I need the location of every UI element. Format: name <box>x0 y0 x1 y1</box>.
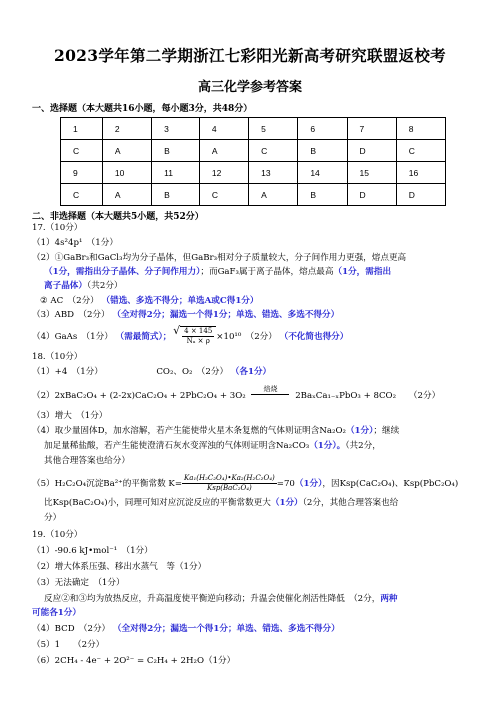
q17-part3-answer: （3）ABD （2分） <box>32 310 110 320</box>
q18-part4-line2 <box>44 440 484 453</box>
q17-sub2-note: （错选、多选不得分；单选A或C得1分） <box>101 296 259 306</box>
answer-table-cell: 16 <box>396 162 445 184</box>
answer-table-cell: C <box>396 140 445 162</box>
answer-table-cell: C <box>249 140 298 162</box>
q19-part4-answer: （4）BCD （2分） <box>32 624 111 634</box>
q19-part4 <box>32 623 472 636</box>
answer-table-cell: 11 <box>152 162 200 184</box>
answer-table-cell: 7 <box>347 118 396 140</box>
answer-table-cell: D <box>347 140 396 162</box>
q18-part4-point2: （1分）。 <box>309 441 346 451</box>
q17-part1: （1）4s²4p¹ （1分） <box>32 238 118 248</box>
reaction-condition: 焙烧 <box>263 385 278 393</box>
answer-table-cell: B <box>152 184 200 206</box>
q18-part5-total: （2分，其他合理答案也给 <box>302 498 399 508</box>
answer-table-cell: B <box>298 184 347 206</box>
q18-part4-total: （共2分， <box>345 441 381 451</box>
q17-points: （共2分） <box>86 281 123 291</box>
section-choice-heading: 一、选择题（本大题共16小题，每小题3分，共48分） <box>32 104 253 114</box>
answer-table-cell: 9 <box>61 162 103 184</box>
answer-table-cell: 4 <box>199 118 248 140</box>
answer-table-cell: B <box>298 140 347 162</box>
sqrt-expression <box>180 326 216 346</box>
q18-part5-text2: 比Ksp(BaC₂O₄)小，同理可知对应沉淀反应的平衡常数更大 <box>44 498 271 508</box>
fraction-numerator: √ 4 × 145 <box>184 327 213 335</box>
q17-part4-note2: （不化简也得分） <box>279 332 349 342</box>
q18-part4-point: （1分） <box>345 426 374 436</box>
q17-part2-line2 <box>44 266 484 279</box>
q18-part5-cont: ，因Ksp(CaC₂O₄)、Ksp(PbC₂O₄) <box>322 479 459 489</box>
answer-table-row <box>61 162 446 184</box>
q17-part2-sub2 <box>40 295 480 308</box>
answer-table-cell: 10 <box>102 162 151 184</box>
equation-reactants: （2）2xBaC₂O₄ + (2-2x)CaC₂O₄ + 2PbC₂O₄ + 3O₂ <box>32 391 246 401</box>
q18-part5-point2: （1分） <box>270 498 303 508</box>
answer-table-cell: 2 <box>102 118 151 140</box>
answer-table-cell: 8 <box>396 118 445 140</box>
q18-part5-point: （1分） <box>294 479 323 489</box>
q17-part2-line1: （2）①GaBr₃和GaCl₃均为分子晶体，但GaBr₃相对分子质量较大，分子间作用力更强，熔点更高 <box>32 253 407 263</box>
q18-part5-value: =70 <box>276 479 295 489</box>
answer-table-cell: C <box>61 140 103 162</box>
q19-part3-note2: 可能各1分） <box>32 608 81 618</box>
answer-table-cell: C <box>199 184 248 206</box>
q18-part1-note: （各1分） <box>230 367 272 377</box>
q19-part5: （5）1 （2分） <box>32 640 105 650</box>
q17-part4-answer: （4）GaAs （1分） <box>32 332 113 342</box>
answer-table-cell: C <box>61 184 103 206</box>
answer-table-cell: A <box>199 140 248 162</box>
q17-scoring-note: （1分，需指出分子晶体、分子间作用力） <box>44 267 201 277</box>
fraction-numerator: Ka₁(H₂C₂O₄)•Ka₂(H₂C₂O₄) <box>184 474 275 482</box>
q19-part3-text: 反应②和③均为放热反应，升高温度使平衡逆向移动；升温会使催化剂活性降低 （2分， <box>44 594 381 604</box>
q18-part5-line2 <box>44 497 484 510</box>
answer-table-row <box>61 184 446 206</box>
q18-heading: 18.（10分） <box>32 352 83 362</box>
reaction-arrow <box>251 385 289 395</box>
q17-answer-text: ；而GaF₃属于离子晶体，熔点最高 <box>200 267 334 277</box>
q17-part4 <box>32 326 472 346</box>
q17-scoring-note3: 离子晶体） <box>44 281 87 291</box>
q17-part4-note: （需最简式）； <box>115 332 172 342</box>
fraction-denominator: Nₐ × ρ <box>186 337 210 345</box>
q19-part3-note: 两种 <box>380 594 398 604</box>
answer-table-cell: B <box>152 140 200 162</box>
q18-part1 <box>32 366 472 379</box>
q18-part4-text2: 加足量稀盐酸，若产生能使澄清石灰水变浑浊的气体则证明含Na₂CO₃ <box>44 441 310 451</box>
q17-sub2-answer: ② AC （2分） <box>40 296 99 306</box>
q18-part5-line1 <box>32 474 472 493</box>
q19-part2: （2）增大体系压强、移出水蒸气 等（1分） <box>32 562 207 572</box>
q18-part1-answer: （1）+4 （1分） <box>32 367 103 377</box>
section-nonchoice-heading: 二、非选择题（本大题共5小题，共52分） <box>32 212 204 222</box>
page-subtitle: 高三化学参考答案 <box>197 80 302 95</box>
answer-table <box>60 117 446 206</box>
answer-table-row <box>61 140 446 162</box>
answer-table-cell: 5 <box>249 118 298 140</box>
q18-part4-line3: 其他合理答案也给分） <box>44 456 130 466</box>
q19-part3: （3）无法确定 （1分） <box>32 578 125 588</box>
q19-part1: （1）-90.6 kJ•mol⁻¹ （1分） <box>32 546 153 556</box>
q18-part4-line1 <box>32 425 472 438</box>
answer-table-cell: 3 <box>152 118 200 140</box>
q18-part4-cont: ；继续 <box>373 426 400 436</box>
q17-scoring-note2: （1分，需指出 <box>333 267 392 277</box>
q18-part1-gases: CO₂、O₂ （2分） <box>156 367 229 377</box>
answer-table-cell: A <box>249 184 298 206</box>
q17-part4-points: ×10¹⁰ （2分） <box>216 332 277 342</box>
fraction-denominator: Ksp(BaC₂O₄) <box>207 484 252 492</box>
answer-table-row <box>61 118 446 140</box>
q18-part4-text: （4）取少量固体D，加水溶解，若产生能使带火星木条复燃的气体则证明含Na₂O₂ <box>32 426 346 436</box>
answer-table-cell: D <box>396 184 445 206</box>
answer-table-cell: 14 <box>298 162 347 184</box>
page-title: 2023学年第二学期浙江七彩阳光新高考研究联盟返校考 <box>54 46 446 65</box>
q18-part5-line3: 分） <box>44 513 62 523</box>
answer-table-cell: A <box>102 140 151 162</box>
answer-table-cell: 1 <box>61 118 103 140</box>
q19-part3-explain <box>44 593 484 606</box>
q18-part3: （3）增大 （1分） <box>32 411 108 421</box>
q19-part6: （6）2CH₄ - 4e⁻ + 2O²⁻ = C₂H₄ + 2H₂O（1分） <box>32 656 236 666</box>
answer-table-cell: 12 <box>199 162 248 184</box>
answer-table-cell: A <box>102 184 151 206</box>
q18-part5-text: （5）H₂C₂O₄沉淀Ba²⁺的平衡常数 K= <box>32 479 183 489</box>
equilibrium-fraction <box>182 474 277 493</box>
q17-part3-note: （全对得2分；漏选一个得1分；单选、错选、多选不得分） <box>112 310 340 320</box>
equation-products: 2BaₓCa₁₋ₓPbO₃ + 8CO₂ （2分） <box>295 391 441 401</box>
answer-table-cell: 15 <box>347 162 396 184</box>
q18-part2-equation <box>32 385 472 403</box>
q19-part4-note: （全对得2分；漏选一个得1分；单选、错选、多选不得分） <box>112 624 340 634</box>
q17-part3 <box>32 309 472 322</box>
q19-heading: 19.（10分） <box>32 530 83 540</box>
q17-part2-line3 <box>44 280 484 293</box>
answer-table-cell: D <box>347 184 396 206</box>
answer-table-cell: 13 <box>249 162 298 184</box>
q19-part3-explain-cont <box>32 607 472 620</box>
answer-table-cell: 6 <box>298 118 347 140</box>
q17-heading: 17.（10分） <box>32 223 83 233</box>
